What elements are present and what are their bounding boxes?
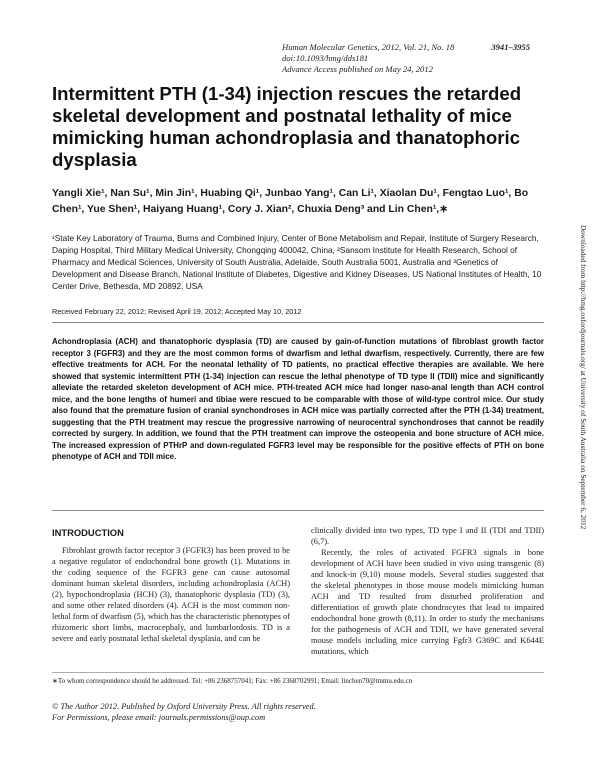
correspondence-footnote: ∗To whom correspondence should be addressed. Tel: +86 2368757041; Fax: +86 2368702991; Email: linchen70@tmmu.edu.cn	[52, 677, 413, 685]
copyright-block	[52, 701, 544, 723]
affiliations: ¹State Key Laboratory of Trauma, Burns and Combined Injury, Center of Bone Metabolism and Repair, Institute of Surgery Research, Daping Hospital, Third Military Medical University, Chongqing 400042, China, ²Sansom Institute for Health Research, School of Pharmacy and Medical Sciences, University of South Australia, Adelaide, South Australia 5001, Australia and ³Genetics of Development and Disease Branch, National Institute of Diabetes, Digestive and Kidney Diseases, US National Institutes of Health, 10 Center Drive, Bethesda, MD 20892, USA	[52, 233, 542, 291]
doi: doi:10.1093/hmg/dds181	[282, 53, 369, 63]
advance-access: Advance Access published on May 24, 2012	[282, 64, 433, 74]
paper-title: Intermittent PTH (1-34) injection rescues the retarded skeletal development and postnatal lethality of mice mimicking human achondroplasia and thanatophoric dysplasia	[52, 83, 522, 170]
section-heading-introduction: INTRODUCTION	[52, 527, 124, 538]
download-watermark: Downloaded from http://hmg.oxfordjournals.org/ at University of South Australia on September 6, 2012	[579, 225, 588, 530]
journal-citation: Human Molecular Genetics, 2012, Vol. 21, No. 18	[282, 42, 455, 52]
permissions-line: For Permissions, please email: journals.permissions@oup.com	[52, 713, 266, 722]
received-dates: Received February 22, 2012; Revised April 19, 2012; Accepted May 10, 2012	[52, 307, 302, 316]
intro-right-column	[311, 525, 544, 657]
divider	[52, 510, 544, 511]
journal-header	[282, 42, 530, 75]
intro-right-paragraph-1: clinically divided into two types, TD type I and II (TDI and TDII) (6,7).	[311, 526, 544, 546]
author-list: Yangli Xie¹, Nan Su¹, Min Jin¹, Huabing Qi¹, Junbao Yang¹, Can Li¹, Xiaolan Du¹, Fengtao Luo¹, Bo Chen¹, Yue Shen¹, Haiyang Huang¹, Cory J. Xian², Chuxia Deng³ and Lin Chen¹,∗	[52, 188, 529, 215]
page-range: 3941–3955	[491, 42, 530, 52]
intro-right-paragraph-2: Recently, the roles of activated FGFR3 signals in bone development of ACH have been studied in vivo using transgenic (8) and knock-in (9,10) mouse models. Several studies suggested that the skeletal phenotypes in those mouse models mimicking human ACH and TD resulted from disturbed proliferation and differentiation of growth plate chondrocytes that lead to impaired endochondral bone growth (8,11). In order to study the mechanisms for the pathogenesis of ACH and TDII, we have generated several mouse models including mice carrying Fgfr3 G369C and K644E mutations, which	[311, 548, 544, 656]
footnote-divider	[52, 672, 544, 673]
divider	[52, 322, 544, 323]
copyright-line: © The Author 2012. Published by Oxford University Press. All rights reserved.	[52, 702, 316, 711]
intro-left-column: Fibroblast growth factor receptor 3 (FGFR3) has been proved to be a negative regulator of endochondral bone growth (1). Mutations in the coding sequence of the FGFR3 gene can cause autosomal dominant human skeletal disorders, including achondroplasia (ACH) (2), hypochondroplasia (HCH) (3), thanatophoric dysplasia (TD) (3), and some other related disorders (4). ACH is the most common non-lethal form of dwarfism (5), which has the characteristic phenotypes of rhizomeric short limbs, macrocephaly, and lumbarlordosis. TD is a severe and early postnatal lethal skeletal dysplasia, and can be	[52, 546, 290, 643]
abstract: Achondroplasia (ACH) and thanatophoric dysplasia (TD) are caused by gain-of-function mutations of fibroblast growth factor receptor 3 (FGFR3) and they are the most common forms of dwarfism and lethal dwarfism, respectively. Currently, there are few effective treatments for ACH. For the neonatal lethality of TD patients, no practical effective therapies are available. We here showed that systemic intermittent PTH (1-34) injection can rescue the lethal phenotype of TD type II (TDII) mice and significantly alleviate the retarded skeleton development of ACH mice. PTH-treated ACH mice had longer naso-anal length than ACH control mice, and the bone lengths of humeri and tibiae were rescued to be comparable with those of wild-type control mice. Our study also found that the premature fusion of cranial synchondroses in ACH mice was partially corrected after the PTH (1-34) treatment, suggesting that the PTH treatment may rescue the progressive narrowing of neurocentral synchondroses that cannot be readily corrected by surgery. In addition, we found that the PTH treatment can improve the osteopenia and bone structure of ACH mice. The increased expression of PTHrP and down-regulated FGFR3 level may be responsible for the positive effects of PTH on bone phenotype of ACH and TDII mice.	[52, 337, 544, 461]
